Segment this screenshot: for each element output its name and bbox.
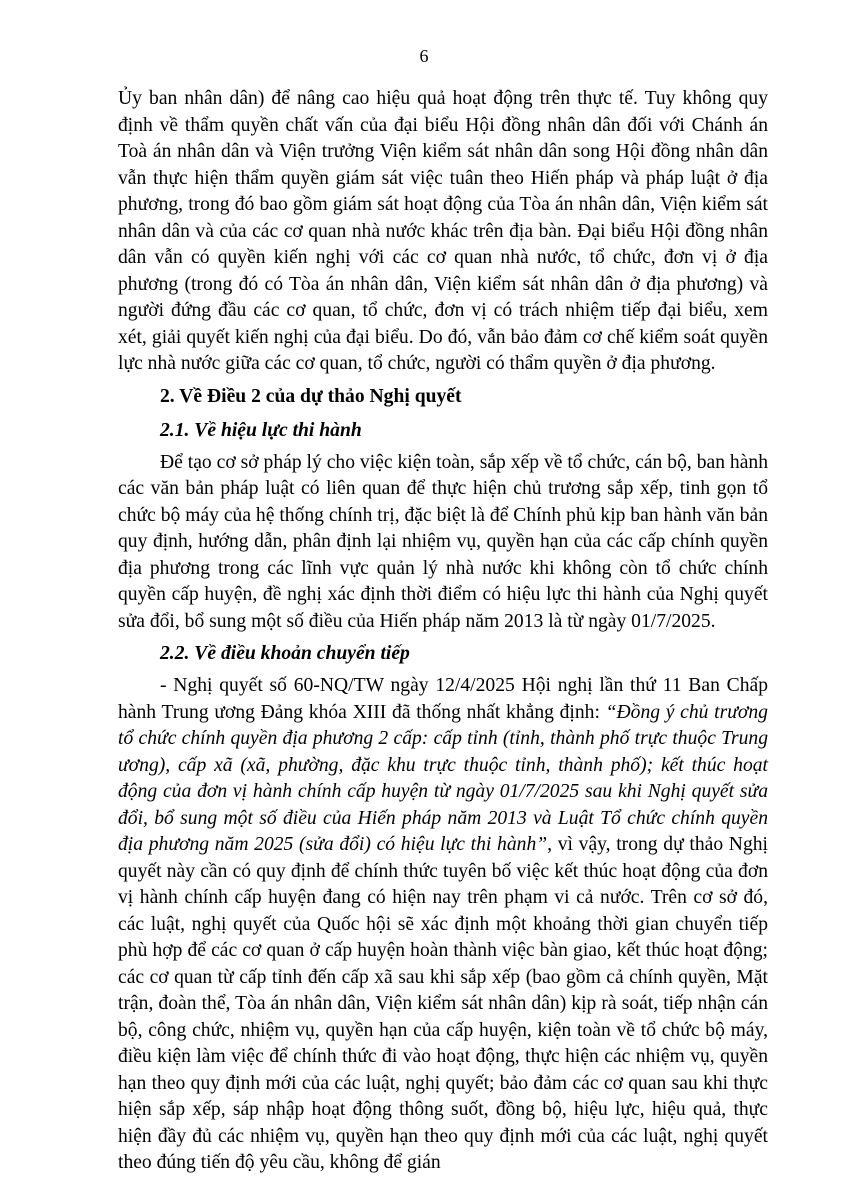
- section-heading-article-2: 2. Về Điều 2 của dự thảo Nghị quyết: [160, 385, 462, 407]
- quoted-resolution-text: “Đồng ý chủ trương tổ chức chính quyền địa phương 2 cấp: cấp tỉnh (tỉnh, thành phố trực thuộc Trung ương), cấp xã (xã, phường, đặc khu trực thuộc tỉnh, thành phố); kết thúc hoạt động của đơn vị hành chính cấp huyện từ ngày 01/7/2025 sau khi Nghị quyết sửa đổi, bổ sung một số điều của Hiến pháp năm 2013 và Luật Tổ chức chính quyền địa phương năm 2025 (sửa đổi) có hiệu lực thi hành”: [118, 701, 768, 855]
- subsection-heading-effectiveness: 2.1. Về hiệu lực thi hành: [160, 419, 362, 441]
- page-number: 6: [419, 46, 429, 66]
- paragraph-people-council-oversight: Ủy ban nhân dân) để nâng cao hiệu quả hoạt động trên thực tế. Tuy không quy định về thẩm quyền chất vấn của đại biểu Hội đồng nhân dân đối với Chánh án Toà án nhân dân và Viện trưởng Viện kiểm sát nhân dân song Hội đồng nhân dân vẫn thực hiện thẩm quyền giám sát việc tuân theo Hiến pháp và pháp luật ở địa phương, trong đó bao gồm giám sát hoạt động của Tòa án nhân dân, Viện kiểm sát nhân dân và của các cơ quan nhà nước khác trên địa bàn. Đại biểu Hội đồng nhân dân vẫn có quyền kiến nghị với các cơ quan nhà nước, tổ chức, đơn vị ở địa phương (trong đó có Tòa án nhân dân, Viện kiểm sát nhân dân ở địa phương) và người đứng đầu các cơ quan, tổ chức, đơn vị có trách nhiệm tiếp đại biểu, xem xét, giải quyết kiến nghị của đại biểu. Do đó, vẫn bảo đảm cơ chế kiểm soát quyền lực nhà nước giữa các cơ quan, tổ chức, người có thẩm quyền ở địa phương.: [118, 88, 768, 374]
- paragraph-effective-date: Để tạo cơ sở pháp lý cho việc kiện toàn, sắp xếp về tổ chức, cán bộ, ban hành các văn bản pháp luật có liên quan để thực hiện chủ trương sắp xếp, tinh gọn tổ chức bộ máy của hệ thống chính trị, đặc biệt là để Chính phủ kịp ban hành văn bản quy định, hướng dẫn, phân định lại nhiệm vụ, quyền hạn của các cấp chính quyền địa phương trong các lĩnh vực quản lý nhà nước khi không còn tổ chức chính quyền cấp huyện, đề nghị xác định thời điểm có hiệu lực thi hành của Nghị quyết sửa đổi, bổ sung một số điều của Hiến pháp năm 2013 là từ ngày 01/7/2025.: [118, 451, 768, 632]
- paragraph-transitional-provisions: [118, 673, 768, 1177]
- paragraph-continuation-text: , vì vậy, trong dự thảo Nghị quyết này cần có quy định để chính thức tuyên bố việc kết thúc hoạt động của đơn vị hành chính cấp huyện đang có hiện nay trên phạm vi cả nước. Trên cơ sở đó, các luật, nghị quyết của Quốc hội sẽ xác định một khoảng thời gian chuyển tiếp phù hợp để các cơ quan ở cấp huyện hoàn thành việc bàn giao, kết thúc hoạt động; các cơ quan từ cấp tỉnh đến cấp xã sau khi sắp xếp (bao gồm cả chính quyền, Mặt trận, đoàn thể, Tòa án nhân dân, Viện kiểm sát nhân dân) kịp rà soát, tiếp nhận cán bộ, công chức, nhiệm vụ, quyền hạn của cấp huyện, kiện toàn về tổ chức bộ máy, điều kiện làm việc để chính thức đi vào hoạt động, thực hiện các nhiệm vụ, quyền hạn theo quy định mới của các luật, nghị quyết; bảo đảm các cơ quan sau khi thực hiện sắp xếp, sáp nhập hoạt động thông suốt, đồng bộ, hiệu lực, hiệu quả, thực hiện đầy đủ các nhiệm vụ, quyền hạn theo quy định mới của các luật, nghị quyết theo đúng tiến độ yêu cầu, không để gián: [118, 834, 768, 1173]
- paragraph-lead-text: - Nghị quyết số 60-NQ/TW ngày 12/4/2025 Hội nghị lần thứ 11 Ban Chấp hành Trung ương Đảng khóa XIII đã thống nhất khẳng định:: [118, 675, 768, 723]
- subsection-heading-transitional-provisions: 2.2. Về điều khoản chuyển tiếp: [160, 643, 410, 664]
- document-body: [118, 86, 768, 1177]
